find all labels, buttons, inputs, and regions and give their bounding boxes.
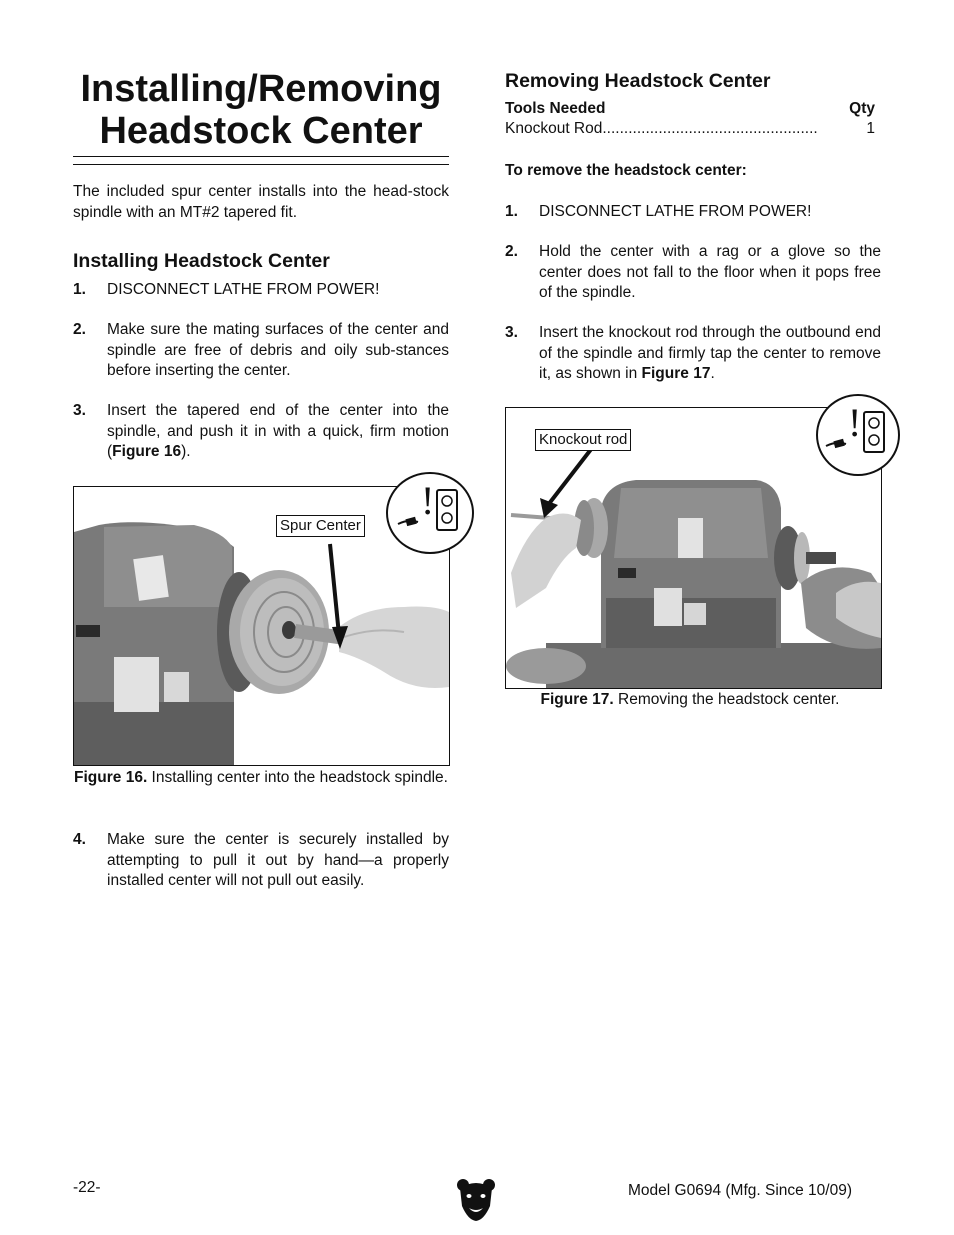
unplug-warning-icon <box>388 474 472 552</box>
step-number: 4. <box>73 831 86 848</box>
step-text: Make sure the mating surfaces of the center and spindle are free of debris and oily sub-stances before inserting the center. <box>107 321 449 379</box>
title-line-1: Installing/Removing <box>80 68 442 110</box>
remove-step-2 <box>505 242 881 306</box>
tool-name: Knockout Rod.................................................. <box>505 120 818 137</box>
step-text: Insert the knockout rod through the outbound end of the spindle and firmly tap the center to remove it, as shown in Figure 17. <box>539 324 881 382</box>
title-rule-bottom <box>73 164 449 165</box>
unplug-warning-badge <box>816 394 900 476</box>
svg-text:!: ! <box>848 400 862 445</box>
step-text: Hold the center with a rag or a glove so the center does not fall to the floor when it pops free of the spindle. <box>539 243 881 301</box>
figure-reference-link[interactable]: Figure 16 <box>112 443 182 460</box>
title-rule-top <box>73 156 449 157</box>
page-title <box>73 68 449 152</box>
page-number: -22- <box>73 1179 101 1196</box>
install-step-1 <box>73 280 449 302</box>
title-line-2: Headstock Center <box>99 110 423 152</box>
step-number: 1. <box>73 281 86 298</box>
tools-header-row <box>505 100 875 118</box>
install-heading: Installing Headstock Center <box>73 250 330 272</box>
qty-label: Qty <box>849 100 875 117</box>
install-step-3 <box>73 401 449 465</box>
tool-row-knockout-rod <box>505 120 875 138</box>
intro-paragraph: The included spur center installs into the head-stock spindle with an MT#2 tapered fit. <box>73 183 449 221</box>
dot-leader: .................................................. <box>602 120 818 137</box>
knockout-rod-callout: Knockout rod <box>535 429 631 451</box>
install-step-2 <box>73 320 449 384</box>
figure-17-caption: Figure 17. Removing the headstock center. <box>540 691 840 708</box>
spur-center-callout: Spur Center <box>276 515 365 537</box>
step-text: DISCONNECT LATHE FROM POWER! <box>539 203 812 220</box>
tools-needed-label: Tools Needed <box>505 100 606 117</box>
install-step-4 <box>73 830 449 894</box>
step-text: DISCONNECT LATHE FROM POWER! <box>107 281 380 298</box>
step-number: 1. <box>505 203 518 220</box>
step-text: Insert the tapered end of the center into the spindle, and push it in with a quick, firm motion (Figure 16). <box>107 402 449 460</box>
remove-step-1 <box>505 202 881 224</box>
svg-text:!: ! <box>421 478 435 523</box>
remove-step-3 <box>505 323 881 387</box>
procedure-intro: To remove the headstock center: <box>505 162 747 179</box>
step-number: 3. <box>73 402 86 419</box>
model-info: Model G0694 (Mfg. Since 10/09) <box>628 1182 853 1199</box>
step-text: Make sure the center is securely installed by attempting to pull it out by hand—a properly installed center will not pull out easily. <box>107 831 449 889</box>
tool-qty: 1 <box>866 120 875 137</box>
figure-reference-link[interactable]: Figure 17 <box>641 365 711 382</box>
step-number: 3. <box>505 324 518 341</box>
unplug-warning-badge <box>386 472 474 554</box>
step-number: 2. <box>505 243 518 260</box>
step-number: 2. <box>73 321 86 338</box>
figure-16-caption: Figure 16. Installing center into the headstock spindle. <box>74 769 448 786</box>
unplug-warning-icon <box>818 396 898 474</box>
remove-heading: Removing Headstock Center <box>505 70 771 92</box>
bear-head-icon <box>456 1178 496 1222</box>
